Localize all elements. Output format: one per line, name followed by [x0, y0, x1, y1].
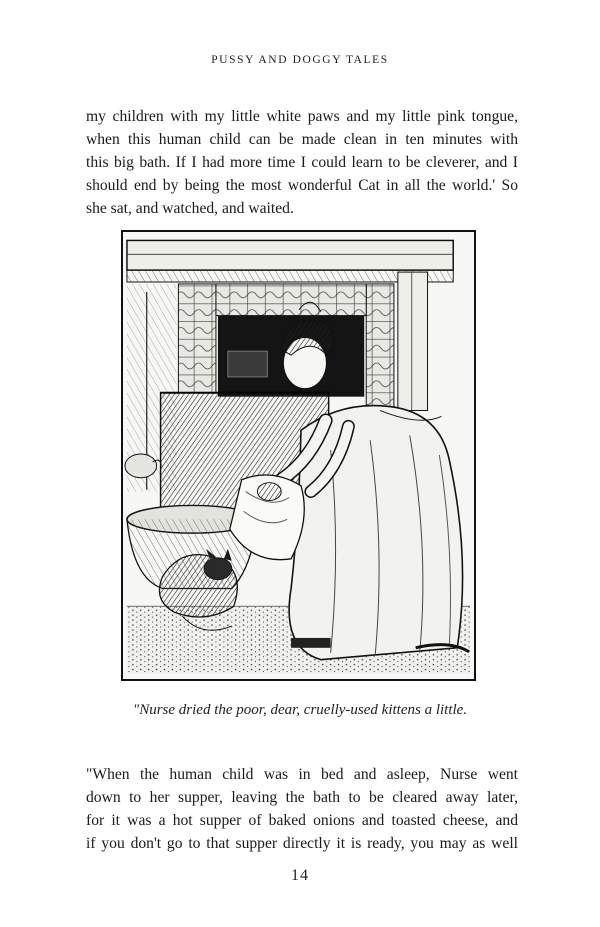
- text-line: when this human child can be made clean in ten minutes with: [86, 131, 518, 148]
- text-line: this big bath. If I had more time I could learn to be cleverer, and I: [86, 154, 518, 171]
- running-head: PUSSY AND DOGGY TALES: [211, 54, 389, 66]
- nurse-drying-kittens-illustration: [123, 232, 474, 679]
- text-line: my children with my little white paws and my little pink tongue,: [86, 108, 518, 125]
- page-number: 14: [291, 867, 309, 884]
- paragraph-bottom: [86, 763, 518, 855]
- illustration-plate: [121, 230, 476, 681]
- text-line: if you don't go to that supper directly it is ready, you may as well: [86, 835, 518, 852]
- text-line: "When the human child was in bed and asleep, Nurse went: [86, 766, 518, 783]
- paragraph-top: [86, 105, 518, 220]
- text-line: down to her supper, leaving the bath to be cleared away later,: [86, 789, 518, 806]
- text-line: she sat, and watched, and waited.: [86, 200, 294, 217]
- text-line: should end by being the most wonderful Cat in all the world.' So: [86, 177, 518, 194]
- text-line: for it was a hot supper of baked onions and toasted cheese, and: [86, 812, 518, 829]
- illustration-caption: "Nurse dried the poor, dear, cruelly-used kittens a little.: [132, 702, 468, 718]
